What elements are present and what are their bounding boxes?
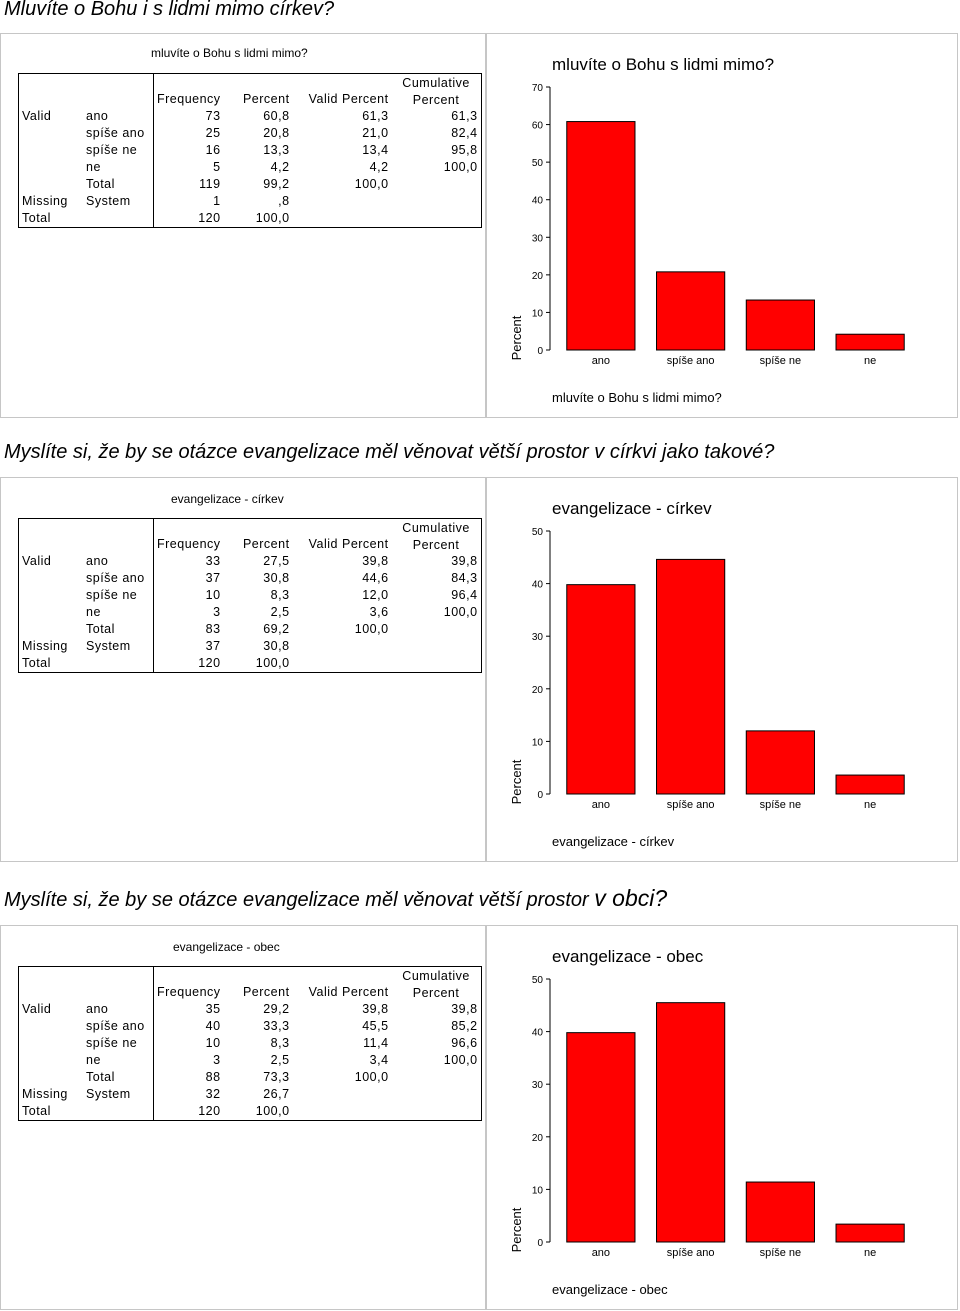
- table-row: [19, 655, 482, 673]
- bar: [746, 731, 814, 794]
- row-frequency: 33: [154, 553, 224, 570]
- row-percent: 99,2: [263, 177, 290, 191]
- row-cumulative: [392, 210, 482, 228]
- x-tick-label: ne: [864, 355, 877, 367]
- row-valid-percent: [293, 638, 392, 655]
- table-row: [19, 1086, 482, 1103]
- row-group: [19, 587, 84, 604]
- row-cumulative: 95,8: [392, 142, 482, 159]
- x-axis-label: mluvíte o Bohu s lidmi mimo?: [552, 390, 722, 405]
- table-row: [19, 125, 482, 142]
- row-frequency: 10: [154, 1035, 224, 1052]
- chart-panel: [486, 33, 958, 418]
- header-blank: [83, 967, 154, 985]
- row-percent: 8,3: [270, 1036, 290, 1050]
- row-cumulative: [392, 655, 482, 673]
- header-blank: [19, 519, 84, 537]
- bar: [567, 122, 635, 350]
- header-percent: Percent: [242, 985, 290, 999]
- row-group: Total: [19, 210, 84, 228]
- header-cumulative: Cumulative: [392, 519, 482, 537]
- row-frequency: 37: [154, 638, 224, 655]
- row-valid-percent: 3,6: [369, 605, 389, 619]
- x-tick-label: ne: [864, 1247, 877, 1259]
- row-percent: 30,8: [263, 571, 290, 585]
- header-blank: [19, 536, 84, 553]
- header-percent: Percent: [242, 537, 290, 551]
- row-group: Missing: [19, 1086, 84, 1103]
- row-percent: 26,7: [263, 1087, 290, 1101]
- x-tick-label: ano: [591, 355, 611, 367]
- header-blank: [224, 74, 293, 92]
- row-label: [83, 1103, 154, 1121]
- row-valid-percent: 100,0: [354, 177, 389, 191]
- section-3-heading: [4, 885, 667, 912]
- row-valid-percent: 100,0: [354, 622, 389, 636]
- header-blank: [224, 519, 293, 537]
- row-group: [19, 159, 84, 176]
- row-percent: 100,0: [224, 210, 293, 228]
- row-label: ano: [86, 1002, 109, 1016]
- table-header-row: [19, 74, 482, 92]
- section-3-heading-obci: obci?: [612, 885, 668, 911]
- section-2-heading: Myslíte si, že by se otázce evangelizace měl věnovat větší prostor v církvi jako takové?: [4, 441, 775, 463]
- row-percent: 29,2: [263, 1002, 290, 1016]
- row-label: ne: [86, 605, 101, 619]
- row-cumulative: 84,3: [392, 570, 482, 587]
- header-blank: [154, 74, 224, 92]
- header-cumulative: Cumulative: [392, 967, 482, 985]
- y-tick-label: 30: [531, 1080, 543, 1092]
- table-header-row: [19, 967, 482, 985]
- row-label: ne: [86, 1053, 101, 1067]
- row-frequency: 120: [154, 210, 224, 228]
- table-header-row: [19, 91, 482, 108]
- table-row: [19, 1052, 482, 1069]
- y-axis-label: Percent: [509, 315, 524, 361]
- row-cumulative: 85,2: [392, 1018, 482, 1035]
- bar: [836, 1224, 904, 1242]
- row-cumulative: 100,0: [392, 1052, 482, 1069]
- x-tick-label: spíše ne: [759, 355, 802, 367]
- chart-panel: [486, 477, 958, 862]
- table-row: [19, 1001, 482, 1018]
- table-title: evangelizace - církev: [171, 492, 284, 506]
- row-label: spíše ne: [86, 588, 138, 602]
- chart-title: evangelizace - církev: [552, 499, 712, 518]
- bar: [657, 559, 725, 794]
- row-group: Missing: [19, 193, 84, 210]
- table-row: [19, 159, 482, 176]
- row-label: Total: [86, 1070, 115, 1084]
- row-frequency: 32: [154, 1086, 224, 1103]
- header-blank: [293, 74, 392, 92]
- section-1-heading: Mluvíte o Bohu i s lidmi mimo církev?: [4, 0, 335, 20]
- header-blank: [83, 91, 154, 108]
- x-axis-label: evangelizace - obec: [552, 1282, 668, 1297]
- header-blank: [19, 967, 84, 985]
- row-percent: 73,3: [263, 1070, 290, 1084]
- y-tick-label: 10: [531, 308, 543, 320]
- row-percent: 13,3: [263, 143, 290, 157]
- header-cum-percent: Percent: [392, 984, 482, 1001]
- x-tick-label: spíše ano: [666, 1247, 715, 1259]
- row-percent: 100,0: [224, 655, 293, 673]
- table-row: [19, 142, 482, 159]
- row-frequency: 3: [154, 1052, 224, 1069]
- header-blank: [83, 519, 154, 537]
- bar-chart: [487, 34, 959, 419]
- row-group: [19, 176, 84, 193]
- row-percent: 30,8: [263, 639, 290, 653]
- row-group: [19, 142, 84, 159]
- header-blank: [293, 519, 392, 537]
- header-blank: [154, 519, 224, 537]
- row-frequency: 10: [154, 587, 224, 604]
- x-tick-label: spíše ne: [759, 799, 802, 811]
- header-blank: [83, 74, 154, 92]
- row-percent: 33,3: [263, 1019, 290, 1033]
- row-label: Total: [86, 177, 115, 191]
- row-label: spíše ano: [86, 126, 145, 140]
- row-valid-percent: [293, 1103, 392, 1121]
- row-label: [83, 655, 154, 673]
- row-label: ano: [86, 109, 109, 123]
- header-valid-percent: Valid Percent: [308, 92, 389, 106]
- x-tick-label: ano: [591, 1247, 611, 1259]
- row-percent: 20,8: [263, 126, 290, 140]
- row-percent: 8,3: [270, 588, 290, 602]
- row-group: [19, 1035, 84, 1052]
- row-cumulative: [392, 1103, 482, 1121]
- y-tick-label: 0: [537, 346, 543, 357]
- header-blank: [83, 536, 154, 553]
- row-cumulative: 39,8: [392, 553, 482, 570]
- y-tick-label: 40: [531, 579, 543, 591]
- row-frequency: 120: [154, 655, 224, 673]
- x-tick-label: ano: [591, 799, 611, 811]
- row-frequency: 119: [154, 176, 224, 193]
- row-cumulative: [392, 176, 482, 193]
- table-header-row: [19, 984, 482, 1001]
- y-tick-label: 60: [531, 120, 543, 132]
- y-axis-label: Percent: [509, 759, 524, 805]
- row-label: ne: [86, 160, 101, 174]
- row-valid-percent: 4,2: [369, 160, 389, 174]
- row-label: System: [86, 194, 131, 208]
- row-group: [19, 125, 84, 142]
- section-3: [0, 925, 958, 1310]
- row-group: Total: [19, 1103, 84, 1121]
- x-axis-label: evangelizace - církev: [552, 834, 675, 849]
- header-frequency: Frequency: [154, 984, 224, 1001]
- row-cumulative: [392, 621, 482, 638]
- row-label: spíše ano: [86, 1019, 145, 1033]
- y-tick-label: 20: [531, 270, 543, 282]
- row-valid-percent: 45,5: [362, 1019, 389, 1033]
- header-blank: [293, 967, 392, 985]
- row-cumulative: 82,4: [392, 125, 482, 142]
- row-group: [19, 1052, 84, 1069]
- row-group: [19, 604, 84, 621]
- row-frequency: 5: [154, 159, 224, 176]
- row-valid-percent: [293, 655, 392, 673]
- header-blank: [19, 74, 84, 92]
- row-group: [19, 1069, 84, 1086]
- section-1: [0, 33, 958, 418]
- row-cumulative: [392, 638, 482, 655]
- row-cumulative: 100,0: [392, 159, 482, 176]
- row-label: System: [86, 639, 131, 653]
- row-percent: 69,2: [263, 622, 290, 636]
- frequency-table-panel: [0, 477, 486, 862]
- row-label: ano: [86, 554, 109, 568]
- row-valid-percent: 61,3: [362, 109, 389, 123]
- row-label: Total: [86, 622, 115, 636]
- table-title: mluvíte o Bohu s lidmi mimo?: [151, 46, 308, 60]
- row-label: System: [86, 1087, 131, 1101]
- y-tick-label: 10: [531, 737, 543, 749]
- table-header-row: [19, 536, 482, 553]
- y-axis-label: Percent: [509, 1207, 524, 1253]
- bar: [746, 1182, 814, 1242]
- row-label: spíše ne: [86, 1036, 138, 1050]
- table-title: evangelizace - obec: [173, 940, 280, 954]
- section-3-heading-v: v: [594, 885, 613, 911]
- header-cumulative: Cumulative: [392, 74, 482, 92]
- table-row: [19, 553, 482, 570]
- row-group: [19, 570, 84, 587]
- row-valid-percent: 39,8: [362, 1002, 389, 1016]
- table-row: [19, 108, 482, 125]
- y-tick-label: 20: [531, 1132, 543, 1144]
- row-label: [83, 210, 154, 228]
- y-tick-label: 10: [531, 1185, 543, 1197]
- chart-panel: [486, 925, 958, 1310]
- header-cum-percent: Percent: [392, 536, 482, 553]
- y-tick-label: 30: [531, 632, 543, 644]
- y-tick-label: 50: [531, 975, 543, 986]
- bar: [657, 272, 725, 350]
- row-cumulative: 39,8: [392, 1001, 482, 1018]
- y-tick-label: 0: [537, 790, 543, 801]
- row-valid-percent: 21,0: [362, 126, 389, 140]
- bar: [836, 334, 904, 350]
- frequency-table: [18, 518, 482, 673]
- chart-title: evangelizace - obec: [552, 947, 704, 966]
- table-row: [19, 193, 482, 210]
- row-valid-percent: [293, 193, 392, 210]
- y-tick-label: 50: [531, 158, 543, 170]
- row-group: Valid: [19, 1001, 84, 1018]
- row-valid-percent: 11,4: [363, 1036, 389, 1050]
- table-row: [19, 604, 482, 621]
- y-tick-label: 40: [531, 1027, 543, 1039]
- y-tick-label: 20: [531, 684, 543, 696]
- table-row: [19, 621, 482, 638]
- row-label: spíše ne: [86, 143, 138, 157]
- row-percent: 2,5: [270, 1053, 290, 1067]
- x-tick-label: spíše ne: [759, 1247, 802, 1259]
- section-2: [0, 477, 958, 862]
- row-valid-percent: 39,8: [362, 554, 389, 568]
- row-group: [19, 1018, 84, 1035]
- row-group: Valid: [19, 553, 84, 570]
- row-percent: 27,5: [263, 554, 290, 568]
- row-frequency: 35: [154, 1001, 224, 1018]
- frequency-table-panel: [0, 33, 486, 418]
- table-row: [19, 1018, 482, 1035]
- table-row: [19, 210, 482, 228]
- header-blank: [224, 967, 293, 985]
- table-row: [19, 570, 482, 587]
- row-cumulative: 100,0: [392, 604, 482, 621]
- row-cumulative: 61,3: [392, 108, 482, 125]
- x-tick-label: ne: [864, 799, 877, 811]
- bar-chart: [487, 478, 959, 863]
- x-tick-label: spíše ano: [666, 355, 715, 367]
- table-row: [19, 176, 482, 193]
- row-group: [19, 621, 84, 638]
- bar: [836, 775, 904, 794]
- header-cum-percent: Percent: [392, 91, 482, 108]
- y-tick-label: 30: [531, 233, 543, 245]
- header-percent: Percent: [242, 92, 290, 106]
- header-frequency: Frequency: [154, 91, 224, 108]
- table-row: [19, 587, 482, 604]
- row-frequency: 1: [154, 193, 224, 210]
- bar: [567, 585, 635, 794]
- frequency-table: [18, 73, 482, 228]
- row-cumulative: [392, 193, 482, 210]
- bar: [657, 1003, 725, 1242]
- bar: [746, 300, 814, 350]
- row-valid-percent: 3,4: [369, 1053, 389, 1067]
- y-tick-label: 70: [531, 83, 543, 94]
- row-frequency: 37: [154, 570, 224, 587]
- section-3-heading-prefix: Myslíte si, že by se otázce evangelizace měl věnovat větší prostor: [4, 889, 595, 911]
- table-row: [19, 1035, 482, 1052]
- header-frequency: Frequency: [154, 536, 224, 553]
- row-valid-percent: 13,4: [362, 143, 389, 157]
- row-cumulative: 96,4: [392, 587, 482, 604]
- header-valid-percent: Valid Percent: [308, 537, 389, 551]
- row-frequency: 88: [154, 1069, 224, 1086]
- row-frequency: 40: [154, 1018, 224, 1035]
- row-group: Total: [19, 655, 84, 673]
- header-blank: [19, 91, 84, 108]
- table-row: [19, 638, 482, 655]
- x-tick-label: spíše ano: [666, 799, 715, 811]
- row-frequency: 73: [154, 108, 224, 125]
- frequency-table-panel: [0, 925, 486, 1310]
- row-frequency: 25: [154, 125, 224, 142]
- row-cumulative: [392, 1086, 482, 1103]
- header-blank: [154, 967, 224, 985]
- table-header-row: [19, 519, 482, 537]
- row-label: spíše ano: [86, 571, 145, 585]
- row-frequency: 16: [154, 142, 224, 159]
- table-row: [19, 1103, 482, 1121]
- row-valid-percent: 12,0: [362, 588, 389, 602]
- row-frequency: 120: [154, 1103, 224, 1121]
- row-valid-percent: 44,6: [362, 571, 389, 585]
- row-cumulative: [392, 1069, 482, 1086]
- row-valid-percent: 100,0: [354, 1070, 389, 1084]
- row-valid-percent: [293, 1086, 392, 1103]
- row-percent: 60,8: [263, 109, 290, 123]
- row-percent: ,8: [278, 194, 290, 208]
- row-percent: 100,0: [224, 1103, 293, 1121]
- row-valid-percent: [293, 210, 392, 228]
- header-blank: [83, 984, 154, 1001]
- bar: [567, 1033, 635, 1242]
- chart-title: mluvíte o Bohu s lidmi mimo?: [552, 55, 775, 74]
- y-tick-label: 40: [531, 195, 543, 207]
- row-cumulative: 96,6: [392, 1035, 482, 1052]
- table-row: [19, 1069, 482, 1086]
- header-valid-percent: Valid Percent: [308, 985, 389, 999]
- row-percent: 2,5: [270, 605, 290, 619]
- row-group: Valid: [19, 108, 84, 125]
- header-blank: [19, 984, 84, 1001]
- row-group: Missing: [19, 638, 84, 655]
- frequency-table: [18, 966, 482, 1121]
- row-frequency: 3: [154, 604, 224, 621]
- y-tick-label: 0: [537, 1238, 543, 1249]
- row-percent: 4,2: [270, 160, 290, 174]
- y-tick-label: 50: [531, 527, 543, 538]
- row-frequency: 83: [154, 621, 224, 638]
- bar-chart: [487, 926, 959, 1311]
